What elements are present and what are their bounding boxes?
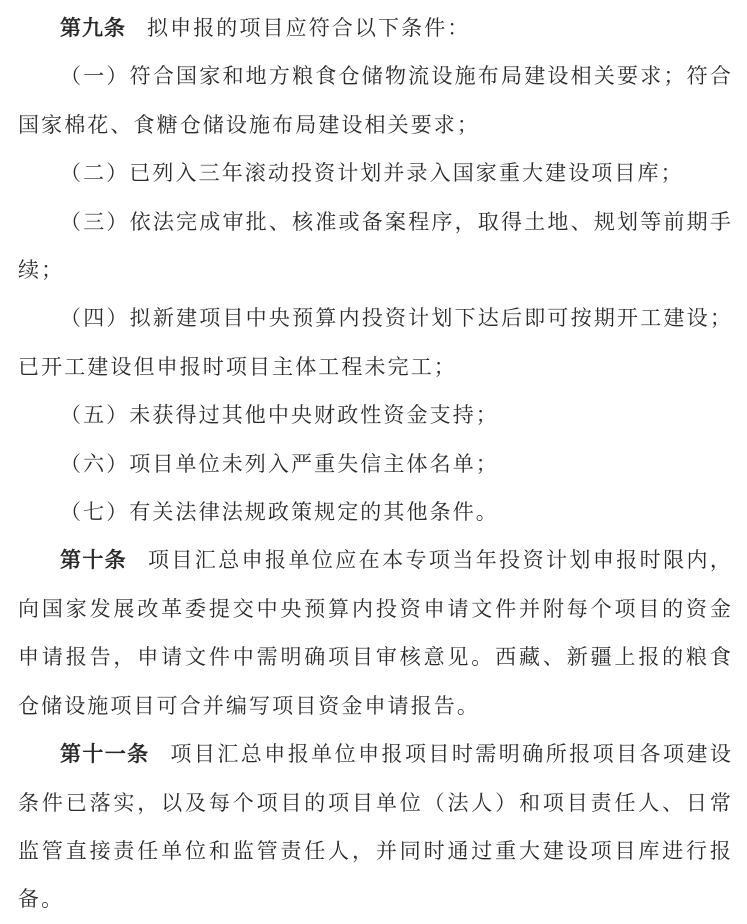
article-10-heading: 第十条	[60, 548, 127, 573]
article-9-heading: 第九条	[60, 16, 126, 40]
article-10-body: 项目汇总申报单位应在本专项当年投资计划申报时限内，向国家发展改革委提交中央预算内投资申请文件并附每个项目的资金申请报告，申请文件中需明确项目审核意见。西藏、新疆上报的粮食仓储设施项目可合并编写项目资金申请报告。	[18, 548, 734, 718]
article-11-heading: 第十一条	[60, 742, 150, 767]
article-10-paragraph	[18, 536, 733, 730]
article-9-condition-5: （五）未获得过其他中央财政性资金支持；	[60, 403, 499, 428]
article-9-intro: 拟申报的项目应符合以下条件：	[147, 16, 471, 40]
article-9-condition-6: （六）项目单位未列入严重失信主体名单；	[60, 451, 499, 476]
article-9-condition-7: （七）有关法律法规政策规定的其他条件。	[60, 500, 499, 525]
article-9-paragraph	[18, 4, 733, 52]
article-9-condition-1: （一）符合国家和地方粮食仓储物流设施布局建设相关要求；符合国家棉花、食糖仓储设施布局建设相关要求；	[18, 64, 733, 137]
article-9-condition-2: （二）已列入三年滚动投资计划并录入国家重大建设项目库；	[60, 161, 684, 186]
article-11-paragraph	[18, 730, 733, 924]
article-9-condition-4: （四）拟新建项目中央预算内投资计划下达后即可按期开工建设；已开工建设但申报时项目主体工程未完工；	[18, 306, 733, 379]
article-9-condition-3: （三）依法完成审批、核准或备案程序，取得土地、规划等前期手续；	[18, 209, 733, 283]
article-11-body: 项目汇总申报单位申报项目时需明确所报项目各项建设条件已落实，以及每个项目的项目单位（法人）和项目责任人、日常监管直接责任单位和监管责任人，并同时通过重大建设项目库进行报备。	[18, 742, 733, 912]
